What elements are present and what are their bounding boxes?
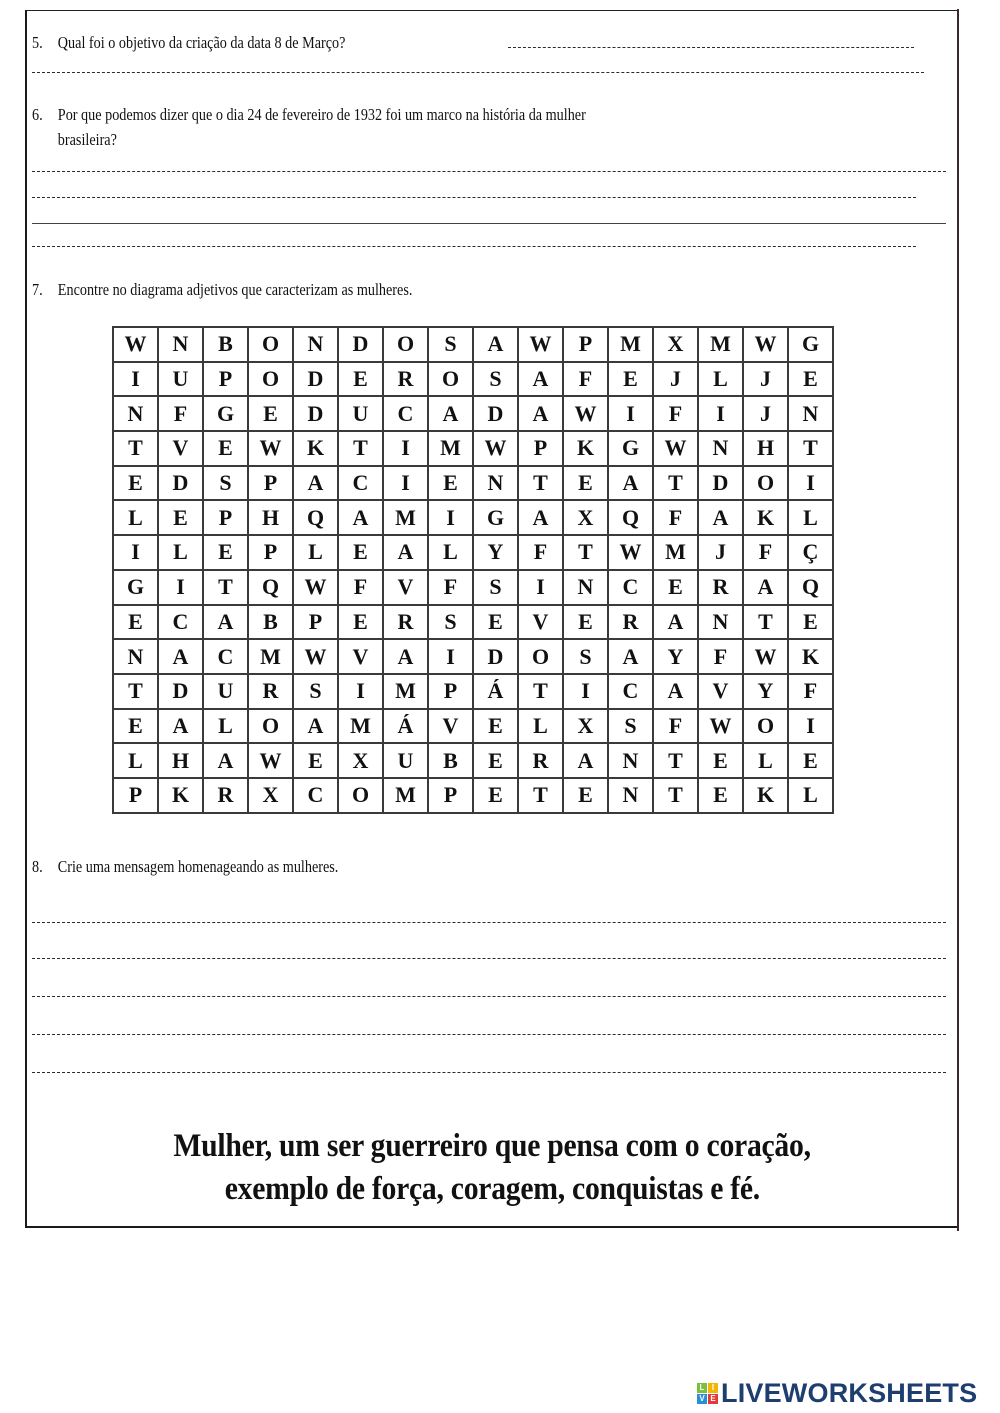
grid-cell[interactable]: L: [428, 535, 473, 570]
grid-row: [113, 778, 833, 813]
grid-cell[interactable]: Á: [383, 709, 428, 744]
grid-cell[interactable]: R: [518, 743, 563, 778]
grid-cell[interactable]: L: [698, 362, 743, 397]
grid-cell[interactable]: L: [518, 709, 563, 744]
grid-cell[interactable]: P: [428, 778, 473, 813]
grid-cell[interactable]: N: [473, 466, 518, 501]
question-6: [32, 102, 944, 152]
grid-cell[interactable]: D: [698, 466, 743, 501]
grid-cell[interactable]: K: [743, 778, 788, 813]
logo-tile: V: [697, 1394, 707, 1404]
grid-cell[interactable]: W: [293, 570, 338, 605]
grid-cell[interactable]: A: [518, 396, 563, 431]
grid-cell[interactable]: T: [113, 431, 158, 466]
grid-cell[interactable]: U: [158, 362, 203, 397]
grid-cell[interactable]: A: [653, 605, 698, 640]
grid-cell[interactable]: U: [203, 674, 248, 709]
grid-cell[interactable]: M: [248, 639, 293, 674]
grid-cell[interactable]: V: [428, 709, 473, 744]
grid-cell[interactable]: A: [473, 327, 518, 362]
grid-cell[interactable]: F: [653, 500, 698, 535]
grid-cell[interactable]: B: [203, 327, 248, 362]
grid-cell[interactable]: C: [338, 466, 383, 501]
grid-cell[interactable]: S: [473, 362, 518, 397]
grid-cell[interactable]: N: [158, 327, 203, 362]
grid-cell[interactable]: Q: [788, 570, 833, 605]
grid-cell[interactable]: D: [293, 362, 338, 397]
question-number: 5.: [32, 33, 43, 52]
grid-cell[interactable]: D: [158, 674, 203, 709]
grid-cell[interactable]: I: [338, 674, 383, 709]
logo-tile: I: [708, 1383, 718, 1393]
grid-cell[interactable]: E: [473, 743, 518, 778]
grid-cell[interactable]: E: [608, 362, 653, 397]
question-number: 8.: [32, 857, 43, 876]
grid-cell[interactable]: G: [203, 396, 248, 431]
grid-cell[interactable]: Ç: [788, 535, 833, 570]
grid-row: [113, 639, 833, 674]
grid-cell[interactable]: L: [113, 743, 158, 778]
grid-cell[interactable]: P: [428, 674, 473, 709]
question-text-line2: brasileira?: [57, 130, 117, 149]
grid-cell[interactable]: W: [563, 396, 608, 431]
grid-row: [113, 674, 833, 709]
grid-cell[interactable]: E: [788, 743, 833, 778]
grid-cell[interactable]: K: [293, 431, 338, 466]
grid-cell[interactable]: E: [338, 535, 383, 570]
grid-cell[interactable]: A: [338, 500, 383, 535]
grid-cell[interactable]: O: [338, 778, 383, 813]
grid-cell[interactable]: F: [653, 396, 698, 431]
grid-cell[interactable]: W: [743, 327, 788, 362]
grid-cell[interactable]: T: [653, 778, 698, 813]
grid-cell[interactable]: I: [113, 535, 158, 570]
grid-cell[interactable]: H: [743, 431, 788, 466]
question-5: [32, 33, 345, 53]
grid-cell[interactable]: A: [608, 639, 653, 674]
question-7: [32, 280, 412, 300]
grid-cell[interactable]: A: [518, 500, 563, 535]
grid-cell[interactable]: I: [383, 431, 428, 466]
grid-cell[interactable]: D: [473, 639, 518, 674]
grid-cell[interactable]: W: [248, 431, 293, 466]
grid-cell[interactable]: E: [563, 605, 608, 640]
grid-cell[interactable]: E: [203, 431, 248, 466]
grid-cell[interactable]: P: [563, 327, 608, 362]
grid-row: [113, 362, 833, 397]
grid-cell[interactable]: R: [203, 778, 248, 813]
grid-cell[interactable]: B: [248, 605, 293, 640]
grid-cell[interactable]: K: [743, 500, 788, 535]
grid-cell[interactable]: E: [203, 535, 248, 570]
grid-cell[interactable]: C: [158, 605, 203, 640]
grid-cell[interactable]: O: [248, 327, 293, 362]
grid-cell[interactable]: Q: [608, 500, 653, 535]
grid-cell[interactable]: W: [653, 431, 698, 466]
grid-cell[interactable]: F: [653, 709, 698, 744]
grid-row: [113, 743, 833, 778]
grid-cell[interactable]: K: [563, 431, 608, 466]
question-number: 7.: [32, 280, 43, 299]
grid-cell[interactable]: I: [518, 570, 563, 605]
grid-cell[interactable]: O: [743, 709, 788, 744]
grid-cell[interactable]: X: [338, 743, 383, 778]
grid-cell[interactable]: E: [788, 605, 833, 640]
grid-cell[interactable]: E: [158, 500, 203, 535]
grid-cell[interactable]: N: [608, 778, 653, 813]
grid-cell[interactable]: E: [563, 778, 608, 813]
grid-cell[interactable]: D: [293, 396, 338, 431]
grid-cell[interactable]: N: [698, 605, 743, 640]
question-8: [32, 857, 338, 877]
grid-cell[interactable]: I: [158, 570, 203, 605]
grid-cell[interactable]: F: [743, 535, 788, 570]
word-search-grid: [112, 326, 834, 814]
grid-cell[interactable]: F: [698, 639, 743, 674]
grid-cell[interactable]: S: [608, 709, 653, 744]
grid-cell[interactable]: F: [788, 674, 833, 709]
grid-cell[interactable]: P: [203, 362, 248, 397]
grid-cell[interactable]: T: [518, 466, 563, 501]
grid-cell[interactable]: I: [383, 466, 428, 501]
grid-cell[interactable]: E: [113, 709, 158, 744]
grid-cell[interactable]: V: [383, 570, 428, 605]
grid-cell[interactable]: M: [383, 674, 428, 709]
grid-cell[interactable]: V: [338, 639, 383, 674]
grid-cell[interactable]: H: [158, 743, 203, 778]
grid-cell[interactable]: E: [473, 605, 518, 640]
grid-cell[interactable]: G: [608, 431, 653, 466]
grid-cell[interactable]: E: [653, 570, 698, 605]
grid-row: [113, 535, 833, 570]
grid-cell[interactable]: F: [518, 535, 563, 570]
grid-cell[interactable]: V: [518, 605, 563, 640]
grid-cell[interactable]: L: [743, 743, 788, 778]
grid-cell[interactable]: V: [698, 674, 743, 709]
grid-cell[interactable]: T: [113, 674, 158, 709]
grid-cell[interactable]: I: [563, 674, 608, 709]
grid-cell[interactable]: A: [608, 466, 653, 501]
grid-row: [113, 327, 833, 362]
grid-cell[interactable]: F: [158, 396, 203, 431]
grid-cell[interactable]: W: [608, 535, 653, 570]
grid-cell[interactable]: O: [743, 466, 788, 501]
question-text-line1: Por que podemos dizer que o dia 24 de fevereiro de 1932 foi um marco na história da mulher: [57, 105, 586, 124]
grid-cell[interactable]: J: [653, 362, 698, 397]
grid-cell[interactable]: D: [158, 466, 203, 501]
grid-cell[interactable]: E: [338, 605, 383, 640]
grid-cell[interactable]: A: [293, 466, 338, 501]
grid-cell[interactable]: O: [518, 639, 563, 674]
grid-row: [113, 500, 833, 535]
grid-cell[interactable]: K: [158, 778, 203, 813]
grid-cell[interactable]: E: [113, 605, 158, 640]
grid-cell[interactable]: E: [428, 466, 473, 501]
grid-cell[interactable]: E: [563, 466, 608, 501]
grid-cell[interactable]: I: [113, 362, 158, 397]
grid-cell[interactable]: I: [698, 396, 743, 431]
grid-cell[interactable]: X: [563, 709, 608, 744]
answer-line-q6-2[interactable]: [32, 197, 916, 198]
grid-cell[interactable]: P: [248, 466, 293, 501]
grid-cell[interactable]: T: [338, 431, 383, 466]
grid-row: [113, 466, 833, 501]
grid-cell[interactable]: L: [203, 709, 248, 744]
grid-cell[interactable]: M: [383, 778, 428, 813]
grid-cell[interactable]: S: [563, 639, 608, 674]
grid-cell[interactable]: N: [113, 639, 158, 674]
grid-cell[interactable]: A: [698, 500, 743, 535]
grid-cell[interactable]: E: [293, 743, 338, 778]
grid-cell[interactable]: Á: [473, 674, 518, 709]
grid-cell[interactable]: G: [788, 327, 833, 362]
grid-cell[interactable]: O: [248, 362, 293, 397]
grid-cell[interactable]: N: [698, 431, 743, 466]
watermark-text: LIVEWORKSHEETS: [721, 1378, 978, 1408]
grid-cell[interactable]: S: [293, 674, 338, 709]
grid-cell[interactable]: M: [608, 327, 653, 362]
grid-cell[interactable]: E: [248, 396, 293, 431]
grid-cell[interactable]: N: [608, 743, 653, 778]
grid-cell[interactable]: P: [203, 500, 248, 535]
grid-cell[interactable]: F: [338, 570, 383, 605]
grid-cell[interactable]: G: [113, 570, 158, 605]
grid-cell[interactable]: S: [428, 605, 473, 640]
grid-cell[interactable]: T: [788, 431, 833, 466]
grid-cell[interactable]: D: [473, 396, 518, 431]
grid-cell[interactable]: M: [653, 535, 698, 570]
grid-cell[interactable]: T: [563, 535, 608, 570]
question-text: Encontre no diagrama adjetivos que caracterizam as mulheres.: [57, 280, 413, 299]
grid-cell[interactable]: P: [248, 535, 293, 570]
grid-cell[interactable]: R: [608, 605, 653, 640]
grid-cell[interactable]: E: [788, 362, 833, 397]
grid-cell[interactable]: Y: [743, 674, 788, 709]
grid-cell[interactable]: J: [698, 535, 743, 570]
grid-cell[interactable]: X: [563, 500, 608, 535]
slogan-text-2: exemplo de força, coragem, conquistas e fé.: [224, 1171, 760, 1207]
grid-cell[interactable]: C: [203, 639, 248, 674]
grid-cell[interactable]: R: [383, 362, 428, 397]
answer-line-q8-3[interactable]: [32, 996, 946, 997]
answer-line-q5-inline[interactable]: [508, 47, 914, 48]
grid-cell[interactable]: A: [203, 743, 248, 778]
question-number: 6.: [32, 105, 43, 124]
grid-cell[interactable]: W: [473, 431, 518, 466]
grid-cell[interactable]: S: [203, 466, 248, 501]
grid-cell[interactable]: W: [518, 327, 563, 362]
slogan-text-1: Mulher, um ser guerreiro que pensa com o coração,: [173, 1128, 811, 1164]
grid-cell[interactable]: F: [563, 362, 608, 397]
grid-row: [113, 570, 833, 605]
grid-cell[interactable]: A: [383, 535, 428, 570]
grid-cell[interactable]: P: [518, 431, 563, 466]
grid-cell[interactable]: S: [428, 327, 473, 362]
grid-cell[interactable]: N: [293, 327, 338, 362]
grid-cell[interactable]: N: [113, 396, 158, 431]
answer-line-q8-2[interactable]: [32, 958, 946, 959]
grid-cell[interactable]: A: [563, 743, 608, 778]
grid-cell[interactable]: C: [608, 674, 653, 709]
grid-cell[interactable]: T: [743, 605, 788, 640]
grid-cell[interactable]: J: [743, 362, 788, 397]
grid-cell[interactable]: P: [113, 778, 158, 813]
grid-cell[interactable]: N: [563, 570, 608, 605]
grid-cell[interactable]: E: [113, 466, 158, 501]
grid-cell[interactable]: X: [248, 778, 293, 813]
question-text: Crie uma mensagem homenageando as mulheres.: [57, 857, 339, 876]
question-text: Qual foi o objetivo da criação da data 8 de Março?: [57, 33, 346, 52]
answer-line-q8-4[interactable]: [32, 1034, 946, 1035]
grid-cell[interactable]: D: [338, 327, 383, 362]
grid-cell[interactable]: W: [698, 709, 743, 744]
grid-cell[interactable]: U: [383, 743, 428, 778]
grid-cell[interactable]: T: [653, 743, 698, 778]
grid-cell[interactable]: B: [428, 743, 473, 778]
grid-cell[interactable]: M: [698, 327, 743, 362]
grid-cell[interactable]: E: [698, 743, 743, 778]
grid-cell[interactable]: M: [338, 709, 383, 744]
answer-line-q6-4[interactable]: [32, 246, 916, 247]
grid-cell[interactable]: A: [743, 570, 788, 605]
grid-cell[interactable]: T: [653, 466, 698, 501]
grid-cell[interactable]: E: [698, 778, 743, 813]
grid-cell[interactable]: Q: [293, 500, 338, 535]
answer-line-q8-1[interactable]: [32, 922, 946, 923]
grid-cell[interactable]: T: [518, 674, 563, 709]
grid-row: [113, 396, 833, 431]
grid-cell[interactable]: N: [788, 396, 833, 431]
grid-cell[interactable]: W: [743, 639, 788, 674]
grid-cell[interactable]: R: [383, 605, 428, 640]
grid-cell[interactable]: H: [248, 500, 293, 535]
liveworksheets-watermark: [697, 1378, 977, 1409]
grid-cell[interactable]: E: [338, 362, 383, 397]
grid-cell[interactable]: C: [293, 778, 338, 813]
grid-row: [113, 709, 833, 744]
grid-cell[interactable]: K: [788, 639, 833, 674]
grid-cell[interactable]: A: [518, 362, 563, 397]
answer-line-q8-5[interactable]: [32, 1072, 946, 1073]
logo-tile: E: [708, 1394, 718, 1404]
grid-cell[interactable]: L: [788, 778, 833, 813]
grid-cell[interactable]: U: [338, 396, 383, 431]
answer-line-q6-3[interactable]: [32, 223, 946, 224]
grid-cell[interactable]: R: [698, 570, 743, 605]
grid-cell[interactable]: X: [653, 327, 698, 362]
grid-cell[interactable]: V: [158, 431, 203, 466]
logo-tile: L: [697, 1383, 707, 1393]
grid-cell[interactable]: W: [248, 743, 293, 778]
grid-cell[interactable]: S: [473, 570, 518, 605]
grid-cell[interactable]: E: [473, 778, 518, 813]
grid-cell[interactable]: W: [113, 327, 158, 362]
liveworksheets-logo-icon: [697, 1383, 718, 1404]
grid-row: [113, 605, 833, 640]
grid-cell[interactable]: L: [158, 535, 203, 570]
grid-cell[interactable]: I: [788, 709, 833, 744]
grid-cell[interactable]: Q: [248, 570, 293, 605]
grid-row: [113, 431, 833, 466]
grid-cell[interactable]: C: [608, 570, 653, 605]
grid-cell[interactable]: L: [113, 500, 158, 535]
grid-cell[interactable]: C: [383, 396, 428, 431]
answer-line-q6-1[interactable]: [32, 171, 946, 172]
grid-cell[interactable]: O: [383, 327, 428, 362]
grid-cell[interactable]: M: [428, 431, 473, 466]
grid-cell[interactable]: P: [293, 605, 338, 640]
grid-cell[interactable]: A: [428, 396, 473, 431]
grid-cell[interactable]: E: [473, 709, 518, 744]
grid-cell[interactable]: J: [743, 396, 788, 431]
slogan-line-1: [0, 1128, 984, 1165]
grid-cell[interactable]: A: [653, 674, 698, 709]
grid-cell[interactable]: A: [293, 709, 338, 744]
grid-cell[interactable]: L: [788, 500, 833, 535]
grid-cell[interactable]: R: [248, 674, 293, 709]
grid-cell[interactable]: T: [203, 570, 248, 605]
grid-cell[interactable]: A: [203, 605, 248, 640]
grid-cell[interactable]: Y: [473, 535, 518, 570]
grid-cell[interactable]: A: [158, 639, 203, 674]
grid-cell[interactable]: A: [383, 639, 428, 674]
slogan-line-2: [0, 1171, 984, 1208]
grid-cell[interactable]: I: [428, 639, 473, 674]
grid-cell[interactable]: W: [293, 639, 338, 674]
grid-cell[interactable]: A: [158, 709, 203, 744]
grid-cell[interactable]: I: [428, 500, 473, 535]
grid-cell[interactable]: T: [518, 778, 563, 813]
grid-cell[interactable]: I: [608, 396, 653, 431]
grid-cell[interactable]: M: [383, 500, 428, 535]
grid-cell[interactable]: O: [248, 709, 293, 744]
grid-cell[interactable]: L: [293, 535, 338, 570]
grid-cell[interactable]: O: [428, 362, 473, 397]
answer-line-q5[interactable]: [32, 72, 924, 73]
grid-cell[interactable]: G: [473, 500, 518, 535]
grid-cell[interactable]: F: [428, 570, 473, 605]
grid-cell[interactable]: Y: [653, 639, 698, 674]
grid-cell[interactable]: I: [788, 466, 833, 501]
